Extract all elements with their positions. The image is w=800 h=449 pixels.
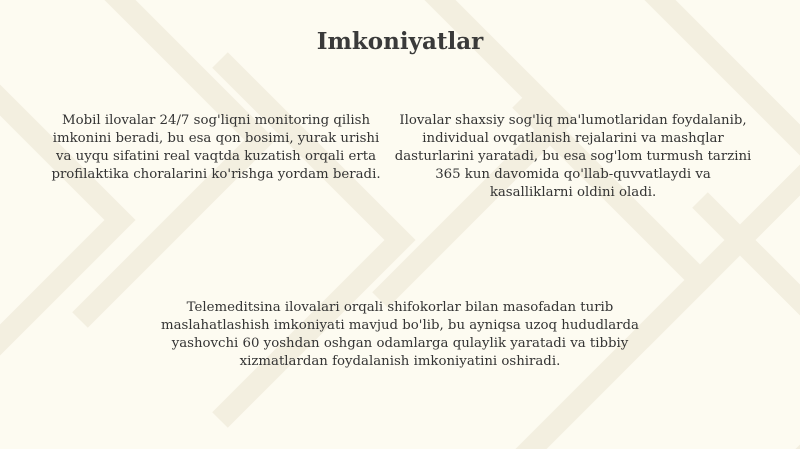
paragraph-monitoring: Mobil ilovalar 24/7 sog'liqni monitoring qilish imkonini beradi, bu esa qon bosimi, yurak urishi va uyqu sifatini real vaqtda kuzatish orqali erta profilaktika choralarini ko'rishga yordam beradi. [51,113,381,182]
paragraph-personalization: Ilovalar shaxsiy sog'liq ma'lumotlaridan foydalanib, individual ovqatlanish rejalarini va mashqlar dasturlarini yaratadi, bu esa sog'lom turmush tarzini 365 kun davomida qo'llab-quvvatlaydi va kasalliklarni oldini oladi. [394,113,752,200]
slide-title: Imkoniyatlar [316,28,484,55]
paragraph-telemedicine: Telemeditsina ilovalari orqali shifokorlar bilan masofadan turib maslahatlashish imkoniyati mavjud bo'lib, bu ayniqsa uzoq hududlarda yashovchi 60 yoshdan oshgan odamlarga qulaylik yaratadi va tibbiy xizmatlardan foydalanish imkoniyatini oshiradi. [161,300,639,369]
